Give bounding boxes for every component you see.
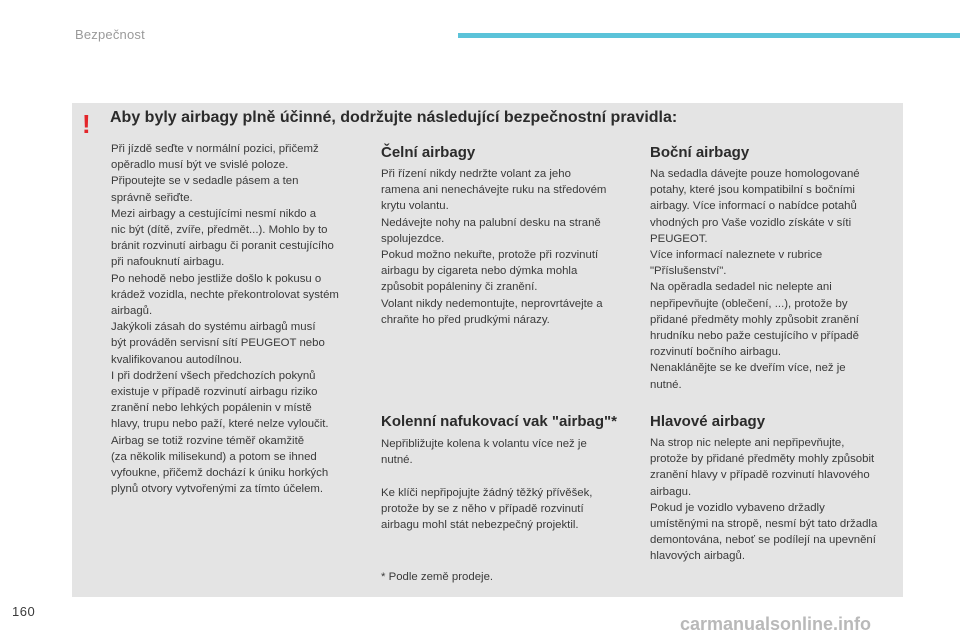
head-line: demontována, neboť se podílejí na upevnění [650, 534, 876, 547]
frontal-line: Nedávejte nohy na palubní desku na straně [381, 216, 601, 229]
panel-headline: Aby byly airbagy plně účinné, dodržujte následující bezpečnostní pravidla: [110, 109, 678, 126]
frontal-line: airbagu by cigareta nebo dýmka mohla [381, 265, 578, 278]
side-line: Nenaklánějte se ke dveřím více, než je [650, 362, 846, 375]
knee-line: Ke klíči nepřipojujte žádný těžký přívěšek, [381, 487, 593, 499]
watermark: carmanualsonline.info [680, 614, 872, 634]
frontal-line: Pokud možno nekuřte, protože při rozvinutí [381, 249, 599, 262]
knee-airbag-heading: Kolenní nafukovací vak "airbag"* [381, 413, 617, 430]
head-line: umístěnými na stropě, nesmí být tato držadla [650, 518, 878, 531]
side-airbags-text [650, 166, 900, 393]
left-line: zranění nebo lehkých popálenin v místě [111, 402, 312, 415]
side-line: vhodných pro Vaše vozidlo získáte v síti [650, 216, 852, 229]
left-line: opěradlo musí být ve svislé poloze. [111, 159, 289, 172]
left-line: (za několik milisekund) a potom se ihned [111, 450, 317, 463]
left-line: kvalifikovanou autodílnou. [111, 353, 243, 366]
head-line: zranění hlavy v případě rozvinutí hlavového [650, 469, 870, 482]
left-column [111, 141, 373, 497]
left-line: být prováděn servisní sítí PEUGEOT nebo [111, 337, 325, 350]
left-line: airbagů. [111, 305, 153, 318]
knee-line: protože by se z něho v případě rozvinutí [381, 503, 584, 516]
side-line: airbagy. Více informací o nabídce potahů [650, 200, 857, 213]
head-line: airbagu. [650, 485, 692, 498]
knee-airbag-text-1 [381, 436, 643, 468]
side-line: PEUGEOT. [650, 232, 708, 245]
frontal-line: způsobit popáleniny či zranění. [381, 281, 538, 294]
knee-line: nutné. [381, 454, 413, 467]
frontal-airbags-text [381, 166, 643, 328]
frontal-line: Volant nikdy nedemontujte, neprovrtávejte a [381, 297, 603, 310]
head-line: protože by přidané předměty mohly způsobit [650, 453, 875, 466]
frontal-line: krytu volantu. [381, 200, 449, 213]
left-line: Po nehodě nebo jestliže došlo k pokusu o [111, 272, 322, 285]
left-line: Jakýkoli zásah do systému airbagů musí [111, 321, 316, 334]
side-line: hrudníku nebo paže cestujícího v případě [650, 330, 859, 343]
left-line: krádež vozidla, nechte překontrolovat systém [111, 288, 339, 301]
side-line: nutné. [650, 378, 682, 391]
page-number: 160 [12, 604, 36, 619]
knee-line: Nepřibližujte kolena k volantu více než je [381, 438, 587, 450]
left-line: Při jízdě seďte v normální pozici, přičemž [111, 143, 319, 155]
left-line: existuje v případě rozvinutí airbagu riziko [111, 386, 318, 399]
side-line: nepřipevňujte (oblečení, ...), protože by [650, 297, 848, 310]
head-airbags-heading: Hlavové airbagy [650, 413, 766, 430]
head-airbags-text [650, 435, 900, 565]
left-line: hlavy, trupu nebo paží, které nelze vyloučit. [111, 418, 329, 431]
frontal-line: Při řízení nikdy nedržte volant za jeho [381, 168, 571, 180]
head-line: Pokud je vozidlo vybaveno držadly [650, 501, 825, 514]
left-line: Mezi airbagy a cestujícími nesmí nikdo a [111, 207, 317, 220]
left-line: Připoutejte se v sedadle pásem a ten [111, 175, 299, 188]
side-line: přidané předměty mohly způsobit zranění [650, 313, 859, 326]
head-line: Na strop nic nelepte ani nepřipevňujte, [650, 437, 845, 449]
warning-icon: ! [82, 109, 91, 139]
left-line: správně seřiďte. [111, 191, 193, 204]
side-line: Více informací naleznete v rubrice [650, 249, 823, 262]
head-line: hlavových airbagů. [650, 550, 745, 563]
side-line: rozvinutí bočního airbagu. [650, 346, 782, 359]
left-line: vyfoukne, přičemž dochází k úniku horkých [111, 467, 329, 480]
left-line: při nafouknutí airbagu. [111, 256, 225, 269]
left-line: plynů otvory vytvořenými za tímto účelem. [111, 483, 324, 496]
knee-line: airbagu mohl stát nebezpečný projektil. [381, 519, 579, 532]
side-airbags-heading: Boční airbagy [650, 144, 750, 161]
frontal-line: chraňte ho před prudkými nárazy. [381, 313, 550, 326]
frontal-airbags-heading: Čelní airbagy [381, 144, 476, 161]
side-line: potahy, které jsou kompatibilní s bočními [650, 184, 855, 197]
left-line: Airbag se totiž rozvine téměř okamžitě [111, 434, 305, 447]
side-line: Na sedadla dávejte pouze homologované [650, 168, 860, 180]
side-line: Na opěradla sedadel nic nelepte ani [650, 281, 832, 294]
section-label: Bezpečnost [75, 27, 145, 42]
footnote: * Podle země prodeje. [381, 571, 494, 583]
header-accent-bar [458, 33, 960, 38]
frontal-line: ramena ani nenechávejte ruku na středovém [381, 184, 607, 197]
left-line: bránit rozvinutí airbagu či poranit cestujícího [111, 240, 334, 253]
side-line: "Příslušenství". [650, 265, 727, 278]
frontal-line: spolujezdce. [381, 232, 445, 245]
left-line: nic být (dítě, zvíře, předmět...). Mohlo by to [111, 224, 328, 237]
left-line: I při dodržení všech předchozích pokynů [111, 369, 316, 382]
knee-airbag-text-2 [381, 485, 643, 534]
